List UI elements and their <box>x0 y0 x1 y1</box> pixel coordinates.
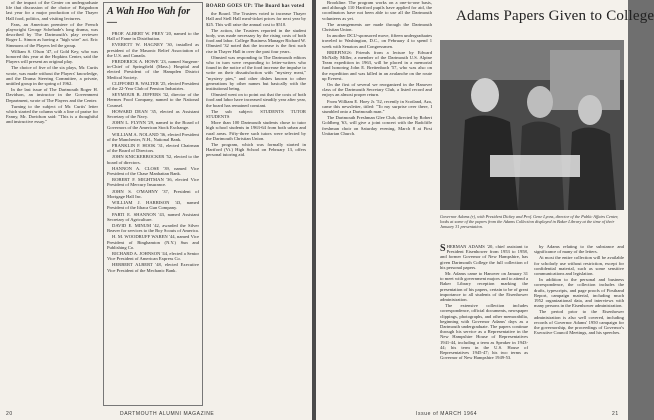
paragraph: The Dartmouth Freshman Glee Club, directed by Robert Goldberg '63, will give a joint concert with the Radcliffe freshman choir on Saturday evening, March 8 at First Unitarian Church. <box>322 115 432 136</box>
paragraph: In another DCU-sponsored move, fifteen undergraduates traveled to Washington, D.C., on February 4 to spend 1 week with Senators and Congressmen. <box>322 33 432 49</box>
paragraph: Olmsted was responding to The Dartmouth editors who in turn were responding to letter-writers who found in the notice of the food increase the impulse to write on their dissatisfaction with "mystery meat," "mystery pies," and other dishes known to other generations by other names but basically with the institutional being. <box>206 54 306 92</box>
paragraph: Olmsted went on to point out that the costs of both food and labor have increased steadily year after year, the board has remained constant. <box>206 92 306 108</box>
left-page <box>0 0 312 420</box>
left-column-1 <box>6 0 98 126</box>
left-page-footer-title: DARTMOUTH ALUMNI MAGAZINE <box>120 411 215 417</box>
paragraph: At most the entire collection will be available for scholarly use without restriction, except for confidential material, such as some sensitive communications and legislation. <box>534 255 624 277</box>
paragraph: The period prior to the Eisenhower administration is also well covered, including records of Governor Adams' 1950 campaign for the governorship, the proceedings of Governor's Executive Council Meetings, and his speeches. <box>534 309 624 336</box>
paragraph: of the impact of the Center on undergraduate life that discussion of the choice of Brigadoon last year for a major production of the Thayer Hall food, politics, and visiting lecturers. <box>6 0 98 21</box>
paragraph: Mr. Adams came to Hanover on January 31 to meet with government majors and to attend a Baker Library reception marking the presentation of his papers, certain to be of great importance to all students of the Eisenhower administration. <box>440 271 528 303</box>
left-column-2 <box>107 31 199 273</box>
paragraph: Turning to the subject of Mr. Curtis' letter which started the column with a line of praise for Fanny, Mr. Davidson said: "This is a thoughtful and instructive essay." <box>6 103 98 125</box>
paragraph: WILLIAM J. HARRISON '43, named President of the Ithaca Gun Company. <box>107 200 199 211</box>
paragraph: The extensive collection includes correspondence, official documents, newspaper clippings, photographs, and other memorabilia, beginning with Governor Adams' days as a Dartmouth undergraduate. The papers continue through his service as a Representative in the New Hampshire House of Representatives 1941-44, including a term as Speaker in 1943-44; his term in the U.S. House of Representatives 1945-47; his two terms as Governor of New Hampshire 1949-53. <box>440 303 528 361</box>
adams-photo <box>440 40 624 210</box>
photo-caption: Governor Adams (r), with President Dickey and Prof. Gene Lyons, director of the Public Affairs Center, looks at some of the papers from the Adams Collection displayed in Baker Library at the time of their January 31 presentation. <box>440 214 619 229</box>
paragraph: FREDERICK A. HOWE '23, named Surgeon-in-Chief of Springfield (Mass.) Hospital and elected President of the Hampden District Medical Society. <box>107 59 199 80</box>
right-column-3 <box>534 244 624 336</box>
paragraph: In addition to the personal and business correspondence, the collection includes the drafts, typescripts, and page proofs of Firsthand Report, campaign material, including much 1952 organizational data, and interviews with many persons in the Eisenhower administration. <box>534 277 624 309</box>
paragraph: From William E. Hoey Jr. '52, recently in Scotland, Aza, came this newsletter, titled: "To my surprise over there, I stumbled onto a Dartmouth man." <box>322 98 432 115</box>
right-column-1 <box>322 0 432 137</box>
paragraph: by Adams relating to the substance and significance of many of the letters. <box>534 244 624 255</box>
paragraph: PROF. ALBERT W. PREY '20, named to the Hall of Fame in Distribution. <box>107 31 199 42</box>
paragraph: Brookline. The program works on a one-to-one basis, and although 110 Hartford pupils have applied for aid, the coordinators have not been able to use all the Dartmouth volunteers as yet. <box>322 0 432 21</box>
right-column-2 <box>440 244 528 361</box>
wah-hoo-wah-title: A Wah Hoo Wah for — <box>107 6 191 28</box>
paragraph: HANNON A. CLOSE '39, named Vice President of the Chase Manhattan Bank. <box>107 165 199 177</box>
paragraph: The action, the Trustees reported in the student body, was made necessary by the rising costs of both food and labor. College Business Manager Richard W. Olmsted '32 noted that the increase is the first such rise in Thayer Hall in over the past four years. <box>206 27 306 54</box>
paragraph: H. M. WOODRUFF WAREN '44, named Vice President of Binghamton (N.Y.) Sun and Publishing Co. <box>107 234 199 250</box>
paragraph: In the last issue of The Dartmouth Roger H. Davidson, an instructor in the Government Department, wrote of The Players and the Center. <box>6 87 98 103</box>
paragraph: The program, which was formally started in Hartford (Vt.) High School on February 13, offers personal tutoring aid. <box>206 142 306 158</box>
paragraph: BRIEFINGS: Friends from a lecture by Edward McNally Miller, a member of the Dartmouth U.S. Alpine Team expedition in 1963, will be placed in a memorial fund honoring John E. Breitenbach '57, who was also on the expedition and was killed in an avalanche on the route up Everest. <box>322 49 432 81</box>
paragraph: The arrangements are made through the Dartmouth Christian Union. <box>322 21 432 33</box>
paragraph: SEYMOUR B. JEFFERS '32, director of the Hermes Food Company, named to the National Counsel. <box>107 92 199 108</box>
paragraph: the Board. The Trustees voted to increase Thayer Hall and Stell Hall meal-ticket prices for next year by $25. This will raise the annual cost to $510. <box>206 11 306 27</box>
paragraph: FRANKLIN F. HOOK '31, elected Chairman of the Board of Directors. <box>107 143 199 154</box>
paragraph: More than 100 Dartmouth students chose to tutor high school students in 1963-64 from both urban and rural areas. Fifty-three such tutors were selected by the Dartmouth Christian Union. <box>206 120 306 141</box>
paragraph: The choice of five of the six plays, Mr. Curtis wrote, was made without the Players' knowledge, and the Drama Steering Committee, a private, untitled group in the spring of 1962. <box>6 65 98 87</box>
paragraph: HERBERT ALBERT '48, elected Executive Vice President of the Mechanic Bank. <box>107 262 199 273</box>
right-page-number: 21 <box>612 411 619 417</box>
paragraph: JOHN KNICKERBOCKER '52, elected to the board of directors. <box>107 154 199 165</box>
paragraph: EVERETT W. HAGNEY '30, installed as president of the Masonic Relief Association of the U.S. and Canada. <box>107 42 199 58</box>
paragraph: JOHN L. FLYNN '29, named to the Board of Governors of the American Stock Exchange. <box>107 120 199 131</box>
issue-date-footer: Issue of MARCH 1964 <box>416 411 478 417</box>
paragraph: Fans, an American premiere of the French playwright George Schehade's long drama, was described by The Dartmouth's play reviewer Roger L. Simon as having a "high wire" act. Eric Simmons of the Players led the group. <box>6 21 98 48</box>
left-page-number: 20 <box>6 411 13 417</box>
board-goes-up-heading: BOARD GOES UP: The Board has voted <box>206 4 305 9</box>
paragraph: RICHARD A. JOHNSON '44, elected a Senior Vice President of American Express Co. <box>107 250 199 262</box>
drop-cap: S <box>440 243 446 254</box>
paragraph: The sub subject: STUDENTS TUTOR STUDENTS <box>206 108 306 120</box>
paragraph: PARTI E. SHANNON '43, named Assistant Secretary of Agriculture. <box>107 211 199 222</box>
article-headline: Adams Papers Given to College <box>456 8 654 24</box>
left-column-3 <box>206 0 306 159</box>
wah-hoo-wah-box <box>103 2 203 406</box>
paragraph: HERMAN ADAMS '20, chief assistant to President Eisenhower from 1953 to 1958, and former Governor of New Hampshire, has given Dartmouth College the full collection of his personal papers. <box>440 244 528 270</box>
paragraph: William S. Olson '47, of Gold Key, who was honored this year at the Hopkins Center, said the Players will present an original play. <box>6 48 98 65</box>
paragraph: DAVID E. MINUM '42, awarded the Silver Beaver for services to the Boy Scouts of America. <box>107 222 199 234</box>
paragraph: HOWARD DEAN '35, elected as Assistant Secretary of the Navy. <box>107 108 199 120</box>
paragraph: CLIFFORD B. WALTER '25, elected President of the 22-Year Club of Pension Industries. <box>107 80 199 92</box>
paragraph: On the first of several we reorganized in the Hanover class of the Dartmouth Secretary Club, a listed record and enjoys an almost proper return. <box>322 82 432 98</box>
paragraph: WILLIAM A. NOLAND '36, elected President of the Manchester, N.H., National Bank. <box>107 131 199 142</box>
paragraph: ROBERT F. MIGHTMAN '36, elected Vice President of Mercury Insurance. <box>107 177 199 188</box>
photo-illustration <box>440 40 624 210</box>
right-page <box>316 0 654 420</box>
paragraph: JOHN S. O'MAHNY '37, President of Mortgage Hall Inc. <box>107 188 199 199</box>
